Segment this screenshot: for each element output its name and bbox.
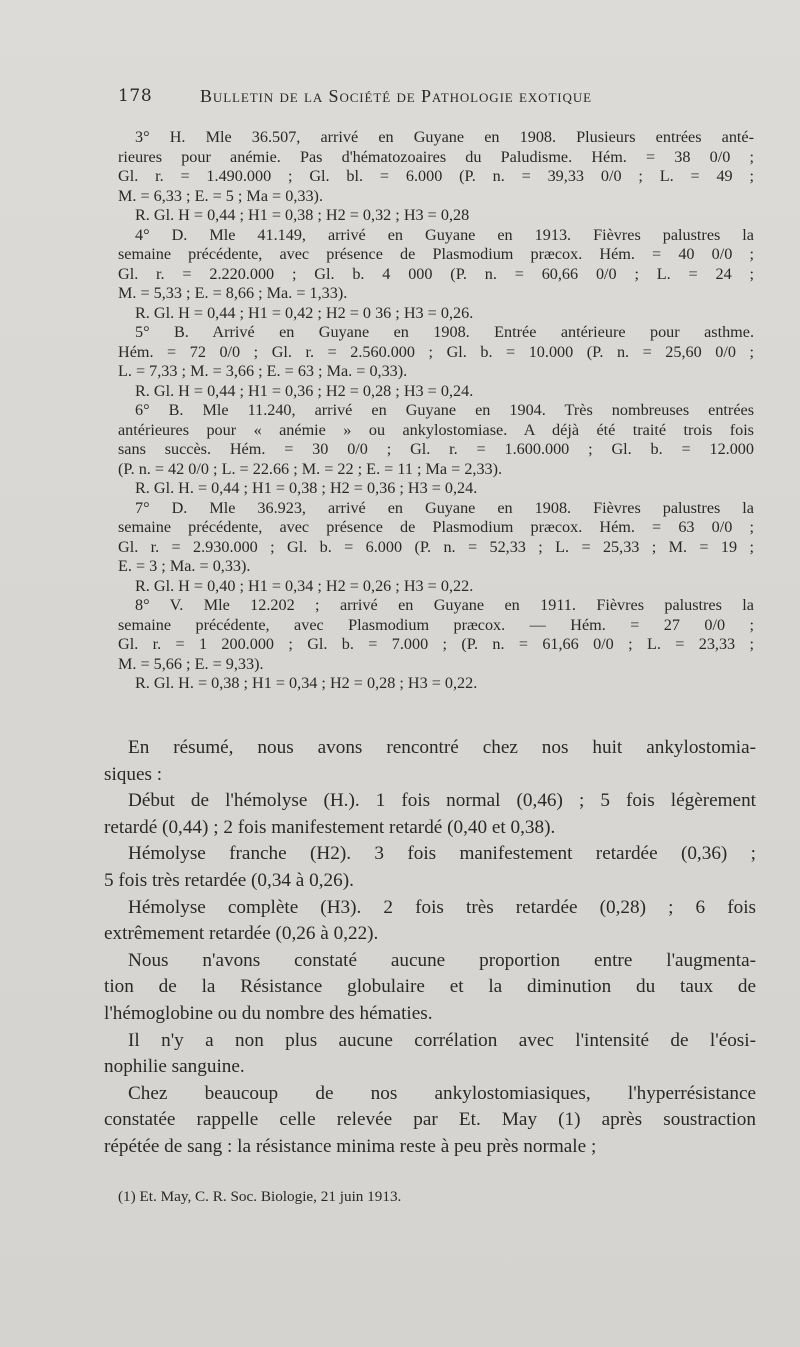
case-line: sans succès. Hém. = 30 0/0 ; Gl. r. = 1.600.000 ; Gl. b. = 12.000 <box>118 440 754 458</box>
case-line: antérieures pour « anémie » ou ankylostomiase. A déjà été traité trois fois <box>118 420 754 439</box>
case-line: M. = 6,33 ; E. = 5 ; Ma = 0,33). <box>118 186 323 205</box>
case-line: Hém. = 72 0/0 ; Gl. r. = 2.560.000 ; Gl. b. = 10.000 (P. n. = 25,60 0/0 ; <box>118 342 754 361</box>
case-report <box>118 499 754 577</box>
case-line: E. = 3 ; Ma. = 0,33). <box>118 557 251 575</box>
case-line: (P. n. = 42 0/0 ; L. = 22.66 ; M. = 22 ; E. = 11 ; Ma = 2,33). <box>118 459 503 478</box>
summary-paragraph <box>104 841 756 894</box>
summary-line: Hémolyse complète (H3). 2 fois très retardée (0,28) ; 6 fois <box>128 896 756 918</box>
case-line: semaine précédente, avec présence de Plasmodium præcox. Hém. = 40 0/0 ; <box>118 245 754 263</box>
page-number: 178 <box>118 86 153 106</box>
summary-line: Chez beaucoup de nos ankylostomiasiques, l'hyperrésistance <box>128 1082 756 1104</box>
summary-section <box>104 735 756 1161</box>
summary-paragraph <box>104 1028 756 1081</box>
case-line: Gl. r. = 1 200.000 ; Gl. b. = 7.000 ; (P. n. = 61,66 0/0 ; L. = 23,33 ; <box>118 635 754 653</box>
case-report <box>118 128 754 206</box>
running-title: Bulletin de la Société de Pathologie exotique <box>200 86 592 106</box>
case-line: Gl. r. = 2.220.000 ; Gl. b. 4 000 (P. n. = 60,66 0/0 ; L. = 24 ; <box>118 264 754 283</box>
case-reports <box>118 128 754 694</box>
summary-paragraph <box>104 895 756 948</box>
case-line: semaine précédente, avec Plasmodium præcox. — Hém. = 27 0/0 ; <box>118 615 754 634</box>
summary-paragraph <box>104 1081 756 1161</box>
resistance-values: R. Gl. H = 0,44 ; H1 = 0,36 ; H2 = 0,28 ; H3 = 0,24. <box>135 381 474 400</box>
case-line: L. = 7,33 ; M. = 3,66 ; E. = 63 ; Ma. = 0,33). <box>118 362 408 380</box>
summary-line: 5 fois très retardée (0,34 à 0,26). <box>104 869 354 891</box>
summary-line: En résumé, nous avons rencontré chez nos huit ankylostomia- <box>128 737 756 758</box>
footnote: (1) Et. May, C. R. Soc. Biologie, 21 juin 1913. <box>118 1188 402 1205</box>
summary-line: constatée rappelle celle relevée par Et. May (1) après soustraction <box>104 1109 756 1131</box>
resistance-values: R. Gl. H = 0,44 ; H1 = 0,42 ; H2 = 0 36 ; H3 = 0,26. <box>135 303 474 322</box>
summary-line: Début de l'hémolyse (H.). 1 fois normal (0,46) ; 5 fois légèrement <box>128 790 756 812</box>
case-line: M. = 5,66 ; E. = 9,33). <box>118 654 264 673</box>
case-report <box>118 226 754 304</box>
resistance-values: R. Gl. H = 0,44 ; H1 = 0,38 ; H2 = 0,32 ; H3 = 0,28 <box>135 206 470 224</box>
summary-line: siques : <box>104 763 163 785</box>
summary-line: extrêmement retardée (0,26 à 0,22). <box>104 923 379 945</box>
summary-line: l'hémoglobine ou du nombre des hématies. <box>104 1002 433 1024</box>
summary-line: nophilie sanguine. <box>104 1056 245 1078</box>
summary-paragraph <box>104 735 756 788</box>
case-line: 8° V. Mle 12.202 ; arrivé en Guyane en 1911. Fièvres palustres la <box>135 596 754 614</box>
case-report <box>118 596 754 674</box>
case-line: semaine précédente, avec présence de Plasmodium præcox. Hém. = 63 0/0 ; <box>118 518 754 536</box>
case-line: rieures pour anémie. Pas d'hématozoaires du Paludisme. Hém. = 38 0/0 ; <box>118 147 754 166</box>
summary-line: Il n'y a non plus aucune corrélation avec l'intensité de l'éosi- <box>128 1029 756 1051</box>
case-line: 5° B. Arrivé en Guyane en 1908. Entrée antérieure pour asthme. <box>135 323 754 341</box>
summary-line: Nous n'avons constaté aucune proportion entre l'augmenta- <box>128 949 756 971</box>
case-line: Gl. r. = 1.490.000 ; Gl. bl. = 6.000 (P. n. = 39,33 0/0 ; L. = 49 ; <box>118 167 754 185</box>
summary-line: tion de la Résistance globulaire et la diminution du taux de <box>104 976 756 998</box>
case-report <box>118 323 754 382</box>
resistance-values: R. Gl. H = 0,40 ; H1 = 0,34 ; H2 = 0,26 ; H3 = 0,22. <box>135 576 474 595</box>
case-line: Gl. r. = 2.930.000 ; Gl. b. = 6.000 (P. n. = 52,33 ; L. = 25,33 ; M. = 19 ; <box>118 537 754 556</box>
summary-paragraph <box>104 788 756 841</box>
case-line: 3° H. Mle 36.507, arrivé en Guyane en 1908. Plusieurs entrées anté- <box>135 128 754 146</box>
summary-line: répétée de sang : la résistance minima reste à peu près normale ; <box>104 1135 597 1157</box>
case-line: 4° D. Mle 41.149, arrivé en Guyane en 1913. Fièvres palustres la <box>135 225 754 244</box>
resistance-values: R. Gl. H. = 0,38 ; H1 = 0,34 ; H2 = 0,28 ; H3 = 0,22. <box>135 674 478 692</box>
summary-line: retardé (0,44) ; 2 fois manifestement retardé (0,40 et 0,38). <box>104 816 556 838</box>
case-line: M. = 5,33 ; E. = 8,66 ; Ma. = 1,33). <box>118 284 348 302</box>
summary-paragraph <box>104 948 756 1028</box>
case-report <box>118 401 754 479</box>
resistance-values: R. Gl. H. = 0,44 ; H1 = 0,38 ; H2 = 0,36 ; H3 = 0,24. <box>135 479 478 497</box>
summary-line: Hémolyse franche (H2). 3 fois manifestement retardée (0,36) ; <box>128 843 756 865</box>
case-line: 6° B. Mle 11.240, arrivé en Guyane en 1904. Très nombreuses entrées <box>135 401 754 419</box>
case-line: 7° D. Mle 36.923, arrivé en Guyane en 1908. Fièvres palustres la <box>135 498 754 517</box>
